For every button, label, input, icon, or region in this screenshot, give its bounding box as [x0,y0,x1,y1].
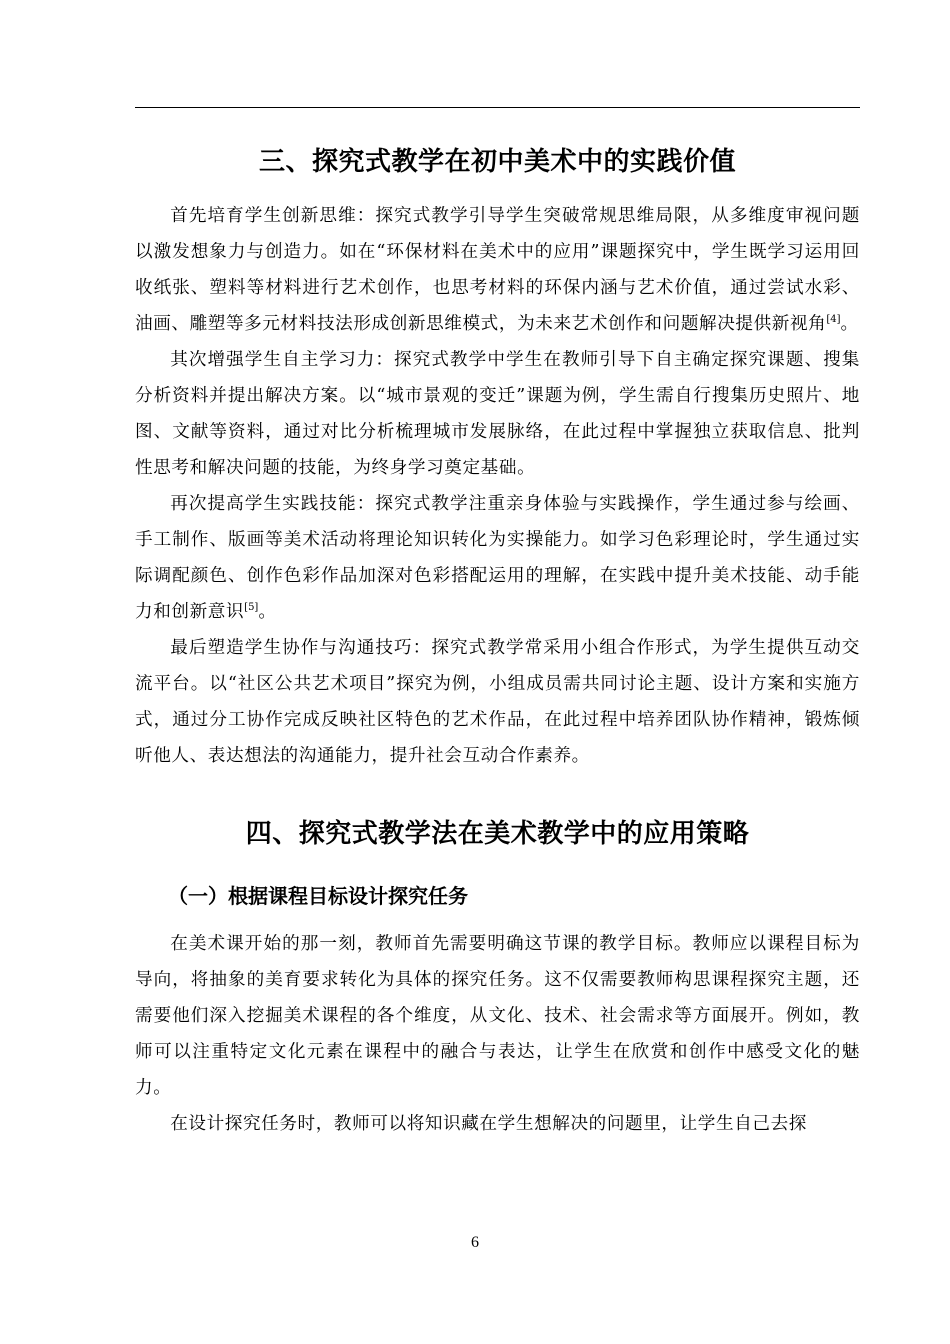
section-3-paragraph-3 [135,486,860,630]
header-rule [135,107,860,108]
section-3-paragraph-1 [135,198,860,342]
paragraph-text: 再次提高学生实践技能：探究式教学注重亲身体验与实践操作，学生通过参与绘画、手工制作、版画等美术活动将理论知识转化为实操能力。如学习色彩理论时，学生通过实际调配颜色、创作色彩作品加深对色彩搭配运用的理解，在实践中提升美术技能、动手能力和创新意识 [135,494,860,622]
paragraph-text: 其次增强学生自主学习力：探究式教学中学生在教师引导下自主确定探究课题、搜集分析资料并提出解决方案。以“城市景观的变迁”课题为例，学生需自行搜集历史照片、地图、文献等资料，通过对比分析梳理城市发展脉络，在此过程中掌握独立获取信息、批判性思考和解决问题的技能，为终身学习奠定基础。 [135,350,860,478]
section-4-paragraph-2: 在设计探究任务时，教师可以将知识藏在学生想解决的问题里，让学生自己去探 [170,1114,807,1134]
citation-ref: [4] [826,314,841,326]
section-3-title: 三、探究式教学在初中美术中的实践价值 [258,147,736,177]
section-3-paragraph-4 [135,630,860,774]
paragraph-end: 。 [840,314,859,334]
section-4-title: 四、探究式教学法在美术教学中的应用策略 [245,819,750,849]
paragraph-text: 首先培育学生创新思维：探究式教学引导学生突破常规思维局限，从多维度审视问题以激发想象力与创造力。如在“环保材料在美术中的应用”课题探究中，学生既学习运用回收纸张、塑料等材料进行艺术创作，也思考材料的环保内涵与艺术价值，通过尝试水彩、油画、雕塑等多元材料技法形成创新思维模式，为未来艺术创作和问题解决提供新视角 [135,206,860,334]
section-4-paragraph-1: 在美术课开始的那一刻，教师首先需要明确这节课的教学目标。教师应以课程目标为导向，将抽象的美育要求转化为具体的探究任务。这不仅需要教师构思课程探究主题，还需要他们深入挖掘美术课程的各个维度，从文化、技术、社会需求等方面展开。例如，教师可以注重特定文化元素在课程中的融合与表达，让学生在欣赏和创作中感受文化的魅力。 [135,934,860,1098]
paragraph-text: 最后塑造学生协作与沟通技巧：探究式教学常采用小组合作形式，为学生提供互动交流平台。以“社区公共艺术项目”探究为例，小组成员需共同讨论主题、设计方案和实施方式，通过分工协作完成反映社区特色的艺术作品，在此过程中培养团队协作精神，锻炼倾听他人、表达想法的沟通能力，提升社会互动合作素养。 [135,638,860,766]
section-3-paragraph-2 [135,342,860,486]
paragraph-end: 。 [258,602,277,622]
page-number: 6 [471,1234,479,1251]
subsection-title: （一）根据课程目标设计探究任务 [168,884,468,908]
document-body [135,140,860,1142]
citation-ref: [5] [244,602,259,614]
